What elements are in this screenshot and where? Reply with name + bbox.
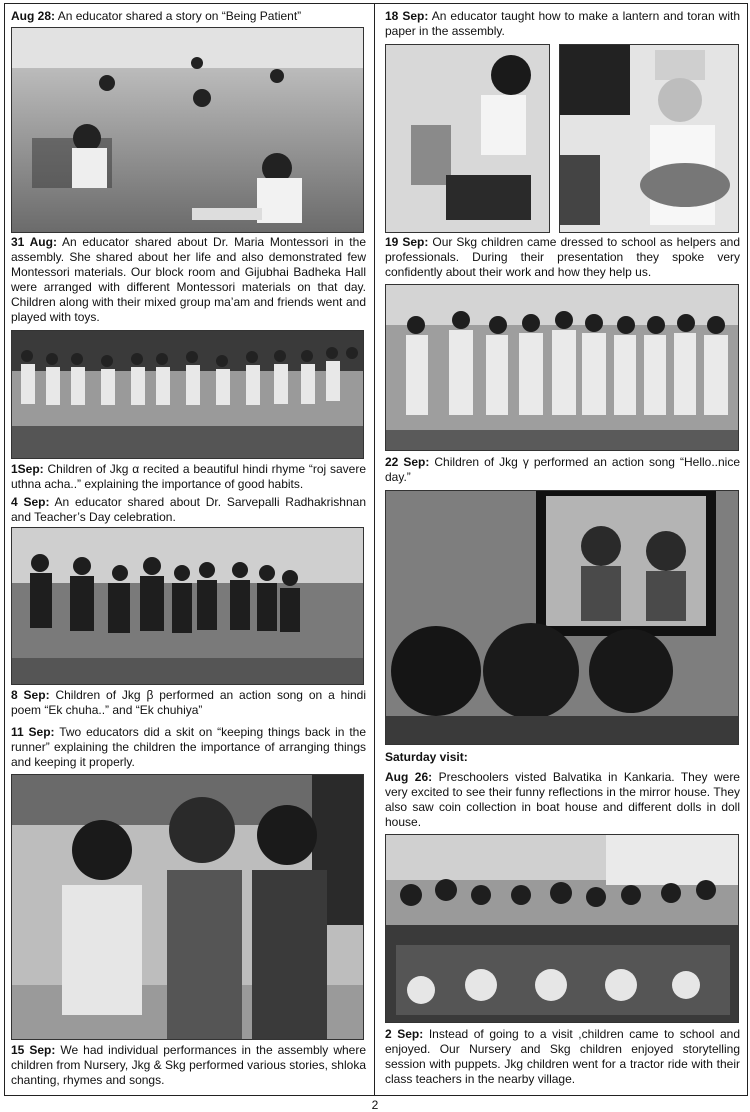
photo-lantern-child [385, 44, 550, 233]
entry-date: 2 Sep: [385, 1027, 424, 1041]
entry-31aug [11, 235, 366, 325]
entry-text: Preschoolers visted Balvatika in Kankaria. They were very excited to see their funny reflections in the mirror house. They also saw coin collection in boat house and different dolls in doll house. [385, 770, 740, 829]
entry-22sep [385, 455, 740, 485]
photo-image [386, 45, 550, 233]
photo-image [12, 528, 364, 685]
entry-text: Instead of going to a visit ,children came to school and enjoyed. Our Nursery and Skg children enjoyed storytelling session with puppets. Jkg children went for a tractor ride with their class teachers in the nearby village. [385, 1027, 740, 1086]
photo-tractor-ride [385, 834, 739, 1023]
page-number: 2 [371, 1098, 379, 1112]
column-divider [374, 3, 375, 1096]
photo-image [386, 285, 739, 451]
photo-jkg-gamma-song [385, 284, 739, 451]
entry-aug28 [11, 9, 366, 24]
entry-11sep [11, 725, 366, 770]
entry-date: 4 Sep: [11, 495, 50, 509]
entry-date: Aug 26: [385, 770, 433, 784]
photo-image [12, 775, 364, 1040]
photo-individual-performances [11, 774, 364, 1040]
entry-date: 15 Sep: [11, 1043, 56, 1057]
entry-date: 19 Sep: [385, 235, 429, 249]
photo-mirror-house [385, 490, 739, 745]
photo-montessori-materials [11, 27, 364, 233]
entry-text: Children of Jkg α recited a beautiful hindi rhyme “roj savere uthna acha..” explaining the importance of good habits. [11, 462, 366, 491]
photo-image [12, 331, 364, 459]
entry-text: Children of Jkg β performed an action song on a hindi poem “Ek chuha..” and “Ek chuhiya” [11, 688, 366, 717]
entry-text: We had individual performances in the assembly where children from Nursery, Jkg & Skg performed various stories, shloka chanting, rhymes and songs. [11, 1043, 366, 1087]
entry-date: 8 Sep: [11, 688, 50, 702]
entry-date: 18 Sep: [385, 9, 429, 23]
entry-8sep [11, 688, 366, 718]
entry-18sep [385, 9, 740, 39]
photo-image [386, 835, 739, 1023]
entry-19sep [385, 235, 740, 280]
entry-date: 1Sep: [11, 462, 44, 476]
entry-text: Children of Jkg γ performed an action song “Hello..nice day.” [385, 455, 741, 484]
photo-jkg-beta-song [11, 527, 364, 685]
photo-image [386, 491, 739, 745]
entry-text: An educator shared about Dr. Sarvepalli Radhakrishnan and Teacher’s Day celebration. [11, 495, 366, 524]
entry-date: 11 Sep: [11, 725, 55, 739]
entry-15sep [11, 1043, 366, 1088]
entry-text: Our Skg children came dressed to school as helpers and professionals. During their presentation they spoke very confidently about their work and how they help us. [385, 235, 741, 279]
entry-text: An educator shared a story on “Being Patient” [55, 9, 302, 23]
entry-1sep [11, 462, 366, 492]
entry-text: An educator taught how to make a lantern and toran with paper in the assembly. [385, 9, 741, 38]
entry-4sep [11, 495, 366, 525]
entry-aug26 [385, 770, 740, 830]
photo-jkg-alpha-rhyme [11, 330, 364, 459]
entry-date: Aug 28: [11, 9, 56, 23]
saturday-visit-heading: Saturday visit: [385, 750, 468, 764]
entry-text: Two educators did a skit on “keeping things back in the runner” explaining the children the importance of arranging things and keeping it properly. [11, 725, 366, 769]
photo-image [12, 28, 364, 233]
entry-2sep [385, 1027, 740, 1087]
photo-image [560, 45, 739, 233]
entry-date: 31 Aug: [11, 235, 57, 249]
photo-helper-costume [559, 44, 739, 233]
entry-date: 22 Sep: [385, 455, 430, 469]
entry-text: An educator shared about Dr. Maria Montessori in the assembly. She shared about her life and also demonstrated few Montessori materials. Our block room and Gijubhai Badheka Hall were arranged with different Montessori materials on that day. Children along with their mixed group ma’am and friends went and played with toys. [11, 235, 366, 324]
